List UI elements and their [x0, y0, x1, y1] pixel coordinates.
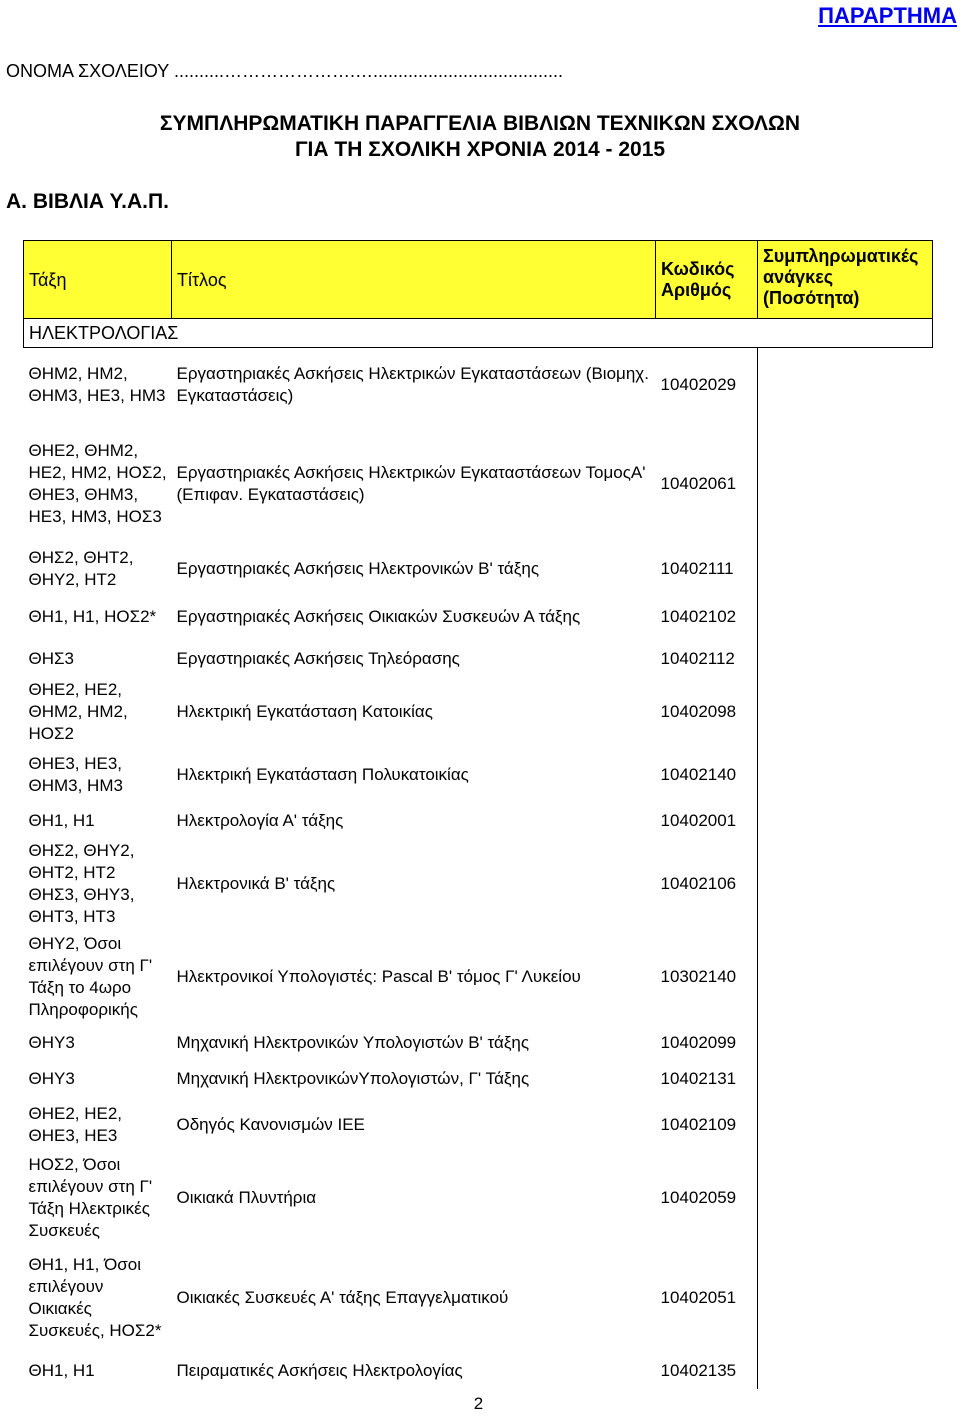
title-cell: Ηλεκτρολογία Α' τάξης — [176, 810, 344, 830]
title-cell: Εργαστηριακές Ασκήσεις Ηλεκτρικών Εγκαταστάσεων ΤομοςΑ' (Επιφαν. Εγκαταστάσεις) — [176, 462, 646, 504]
book-order-table — [23, 240, 933, 1419]
class-cell: ΘΗ1, Η1 — [28, 810, 95, 830]
header-quantity: Συμπληρωματικές ανάγκες (Ποσότητα) — [758, 241, 933, 319]
code-cell: 10402106 — [660, 873, 737, 893]
class-cell: ΘΗΣ2, ΘΗΤ2, ΘΗΥ2, ΗΤ2 — [28, 547, 134, 589]
code-cell: 10402061 — [660, 473, 737, 493]
class-cell: ΗΟΣ2, Όσοι επιλέγουν στη Γ' Τάξη Ηλεκτρικές Συσκευές — [28, 1154, 153, 1240]
page-title — [0, 111, 960, 163]
class-cell: ΘΗΥ2, Όσοι επιλέγουν στη Γ' Τάξη το 4ωρο Πληροφορικής — [28, 933, 153, 1019]
title-cell: Μηχανική Ηλεκτρονικών Υπολογιστών Β' τάξης — [176, 1032, 530, 1052]
code-cell: 10402051 — [660, 1287, 737, 1307]
header-title: Τίτλος — [172, 241, 656, 319]
class-cell: ΘΗ1, Η1 — [28, 1360, 95, 1380]
code-cell: 10402102 — [660, 606, 737, 626]
table-header-row — [24, 241, 933, 319]
title-cell: Οικιακά Πλυντήρια — [176, 1187, 317, 1207]
appendix-link[interactable]: ΠΑΡΑΡΤΗΜΑ — [818, 3, 957, 28]
class-cell: ΘΗ1, Η1, Όσοι επιλέγουν Οικιακές Συσκευές, ΗΟΣ2* — [28, 1254, 162, 1340]
code-cell: 10402099 — [660, 1032, 737, 1052]
title-line-1: ΣΥΜΠΛΗΡΩΜΑΤΙΚΗ ΠΑΡΑΓΓΕΛΙΑ ΒΙΒΛΙΩΝ ΤΕΧΝΙΚΩΝ ΣΧΟΛΩΝ — [159, 112, 801, 135]
school-name-line: ΟΝΟΜΑ ΣΧΟΛΕΙΟΥ ..........………………….…...................................... — [6, 61, 563, 81]
code-cell: 10402109 — [660, 1114, 737, 1134]
class-cell: ΘΗΣ3 — [28, 648, 74, 668]
section-label: ΗΛΕΚΤΡΟΛΟΓΙΑΣ — [24, 319, 933, 348]
title-cell: Εργαστηριακές Ασκήσεις Ηλεκτρικών Εγκαταστάσεων (Βιομηχ. Εγκαταστάσεις) — [176, 364, 649, 406]
title-cell: Εργαστηριακές Ασκήσεις Τηλεόρασης — [176, 648, 460, 668]
code-cell: 10402098 — [660, 701, 737, 721]
title-cell: Οικιακές Συσκευές Α' τάξης Επαγγελματικού — [176, 1287, 509, 1307]
title-cell: Οδηγός Κανονισμών ΙΕΕ — [176, 1114, 365, 1134]
title-cell: Ηλεκτρονικά Β' τάξης — [176, 873, 336, 893]
class-cell: ΘΗΥ3 — [28, 1068, 75, 1088]
code-cell: 10402111 — [660, 558, 734, 578]
title-cell: Ηλεκτρική Εγκατάσταση Πολυκατοικίας — [176, 764, 469, 784]
class-cell: ΘΗΕ2, ΘΗΜ2, ΗΕ2, ΗΜ2, ΗΟΣ2, ΘΗΕ3, ΘΗΜ3, ΗΕ3, ΗΜ3, ΗΟΣ3 — [28, 440, 167, 526]
section-row — [24, 319, 933, 348]
title-cell: Εργαστηριακές Ασκήσεις Οικιακών Συσκευών Α τάξης — [176, 606, 581, 626]
code-cell: 10402059 — [660, 1187, 737, 1207]
page-number: 2 — [473, 1393, 484, 1413]
code-cell: 10302140 — [660, 966, 737, 986]
code-cell: 10402131 — [660, 1068, 737, 1088]
title-cell: Εργαστηριακές Ασκήσεις Ηλεκτρονικών Β' τάξης — [176, 558, 540, 578]
page-number-row — [24, 1389, 933, 1419]
title-cell: Μηχανική ΗλεκτρονικώνΥπολογιστών, Γ' Τάξης — [176, 1068, 530, 1088]
header-code: Κωδικός Αριθμός — [656, 241, 758, 319]
title-cell: Ηλεκτρονικοί Υπολογιστές: Pascal Β' τόμος Γ' Λυκείου — [176, 966, 581, 986]
quantity-cell[interactable] — [758, 348, 933, 1389]
class-cell: ΘΗ1, Η1, ΗΟΣ2* — [28, 606, 157, 626]
table-row — [24, 348, 933, 423]
code-cell: 10402135 — [660, 1360, 737, 1380]
title-cell: Ηλεκτρική Εγκατάσταση Κατοικίας — [176, 701, 433, 721]
code-cell: 10402140 — [660, 764, 737, 784]
code-cell: 10402112 — [660, 648, 735, 668]
class-cell: ΘΗΥ3 — [28, 1032, 75, 1052]
title-cell: Πειραματικές Ασκήσεις Ηλεκτρολογίας — [176, 1360, 463, 1380]
title-line-2: ΓΙΑ ΤΗ ΣΧΟΛΙΚΗ ΧΡΟΝΙΑ 2014 - 2015 — [294, 138, 666, 161]
header-class: Τάξη — [24, 241, 172, 319]
class-cell: ΘΗΣ2, ΘΗΥ2, ΘΗΤ2, ΗΤ2 ΘΗΣ3, ΘΗΥ3, ΘΗΤ3, ΗΤ3 — [28, 840, 135, 926]
code-cell: 10402001 — [660, 810, 737, 830]
class-cell: ΘΗΕ2, ΗΕ2, ΘΗΜ2, ΗΜ2, ΗΟΣ2 — [28, 679, 128, 743]
section-title: Α. ΒΙΒΛΙΑ Υ.Α.Π. — [6, 190, 169, 213]
class-cell: ΘΗΕ3, ΗΕ3, ΘΗΜ3, ΗΜ3 — [28, 753, 123, 795]
code-cell: 10402029 — [660, 375, 737, 395]
class-cell: ΘΗΕ2, ΗΕ2, ΘΗΕ3, ΗΕ3 — [28, 1103, 123, 1145]
class-cell: ΘΗΜ2, ΗΜ2, ΘΗΜ3, ΗΕ3, ΗΜ3 — [28, 364, 166, 406]
